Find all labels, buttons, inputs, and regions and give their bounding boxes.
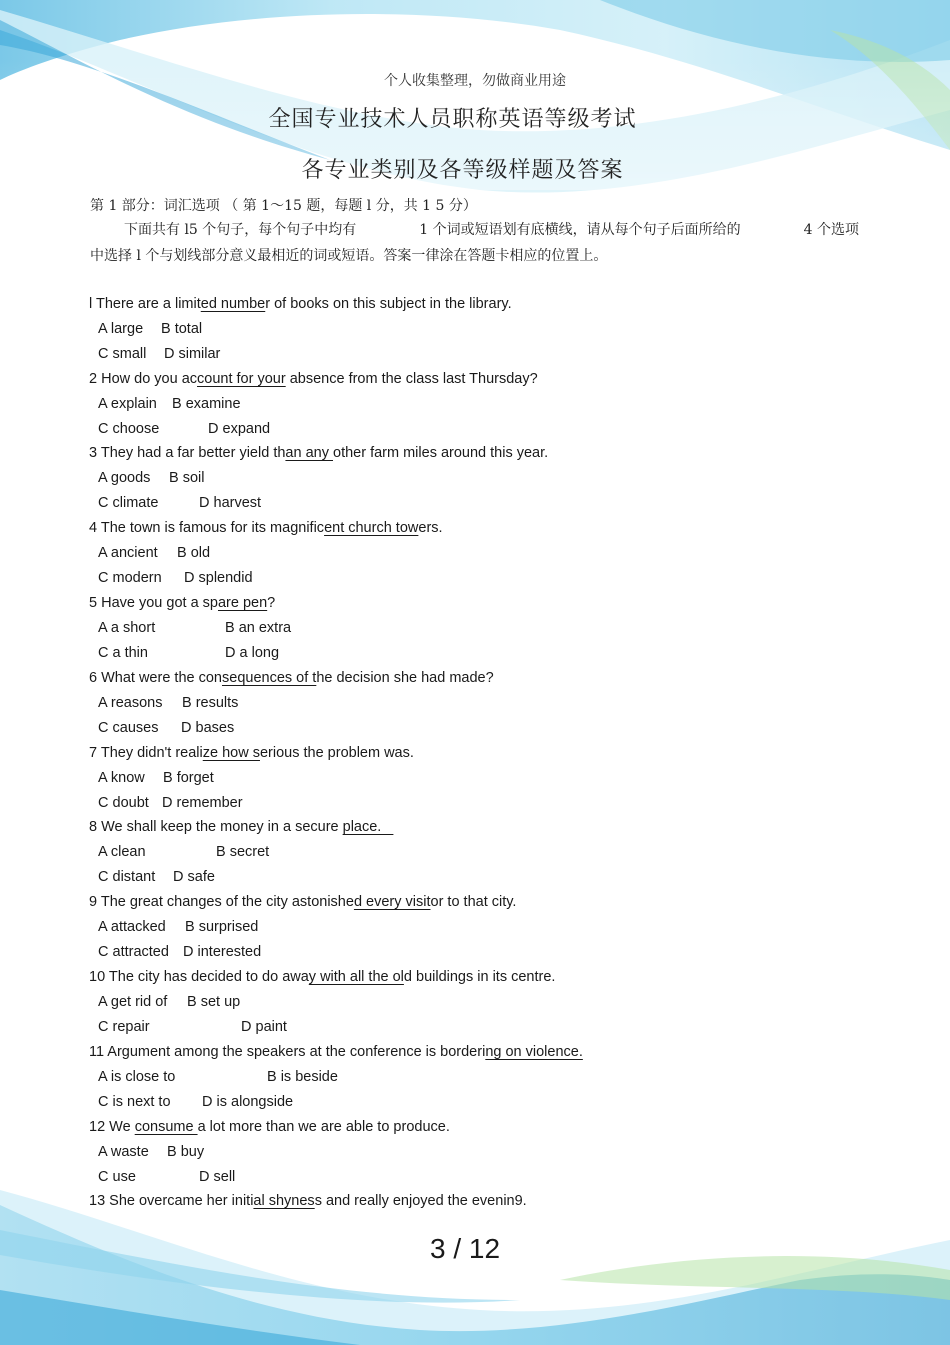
document-title: 全国专业技术人员职称英语等级考试 [268,107,637,132]
question-text-end: a lot more than we are able to produce. [197,1119,450,1135]
option-c[interactable]: C small [98,346,147,362]
underlined-phrase: ze how s [202,745,260,761]
option-row-cd [98,1019,287,1035]
instruction-part-a: 下面共有 l5 个句子，每个句子中均有 [124,222,357,238]
option-row-ab [98,919,258,935]
option-a[interactable]: A waste [98,1144,149,1160]
option-c[interactable]: C a thin [98,645,148,661]
option-row-ab [98,321,202,337]
option-b[interactable]: B surprised [185,919,259,935]
option-c[interactable]: C distant [98,869,156,885]
option-d[interactable]: D expand [208,421,271,437]
option-row-ab [98,470,204,486]
instruction-part-c: 4 个选项 [803,222,859,238]
question-text: 3 They had a far better yield th [89,445,286,461]
option-a[interactable]: A explain [98,396,157,412]
option-d[interactable]: D is alongside [202,1094,294,1110]
question-text: 10 The city has decided to do awa [89,969,309,985]
option-row-ab [98,695,238,711]
option-b[interactable]: B is beside [267,1069,338,1085]
underlined-phrase: are pen [217,595,268,611]
question-text: l There are a limit [89,296,201,312]
option-row-ab [98,994,240,1010]
question-text-end: s and really enjoyed the evenin9. [314,1193,527,1209]
option-d[interactable]: D splendid [184,570,253,586]
section-instruction-line2: 中选择 l 个与划线部分意义最相近的词或短语。答案一律涂在答题卡相应的位置上。 [90,248,608,264]
option-b[interactable]: B soil [169,470,205,486]
option-row-cd [98,421,270,437]
option-row-ab [98,844,269,860]
option-b[interactable]: B total [161,321,203,337]
question-text: 12 We [89,1119,135,1135]
question-text: 13 She overcame her initi [89,1193,254,1209]
option-row-ab [98,396,241,412]
question-text: 11 Argument among the speakers at the conference is borderi [89,1044,486,1060]
question-10 [89,969,555,985]
question-text: 2 How do you ac [89,371,198,387]
option-c[interactable]: C is next to [98,1094,171,1110]
question-text-end: ers. [418,520,443,536]
question-7 [89,745,414,761]
underlined-phrase: consume [134,1119,198,1135]
question-2 [89,371,538,387]
question-12 [89,1119,450,1135]
option-row-cd [98,795,243,811]
page-number: 3 / 12 [429,1233,501,1264]
question-text-end: erious the problem was. [259,745,414,761]
question-5 [89,595,275,611]
question-text-end: d buildings in its centre. [403,969,556,985]
option-row-cd [98,495,261,511]
section-instruction-line1 [124,219,859,239]
option-b[interactable]: B examine [172,396,241,412]
question-4 [89,520,443,536]
option-c[interactable]: C choose [98,421,160,437]
option-c[interactable]: C modern [98,570,162,586]
question-text: 9 The great changes of the city astonishe [89,894,354,910]
option-c[interactable]: C causes [98,720,159,736]
option-d[interactable]: D harvest [199,495,262,511]
question-text: 6 What were the con [89,670,222,686]
underlined-phrase: sequences of t [222,670,317,686]
option-a[interactable]: A is close to [98,1069,176,1085]
underlined-phrase: place. [342,819,394,835]
underlined-phrase: an any [285,445,333,461]
question-9 [89,894,516,910]
question-6 [89,670,494,686]
option-d[interactable]: D a long [225,645,280,661]
option-a[interactable]: A ancient [98,545,158,561]
option-row-ab [98,545,210,561]
option-c[interactable]: C attracted [98,944,169,960]
underlined-phrase: count for your [197,371,286,387]
instruction-part-b: 1 个词或短语划有底横线，请从每个句子后面所给的 [419,222,741,238]
question-13 [89,1193,527,1209]
question-text: 5 Have you got a sp [89,595,218,611]
question-text-end: ? [267,595,276,611]
option-d[interactable]: D similar [164,346,221,362]
option-a[interactable]: A reasons [98,695,163,711]
option-b[interactable]: B results [182,695,239,711]
option-d[interactable]: D paint [241,1019,287,1035]
option-d[interactable]: D interested [183,944,262,960]
option-row-ab [98,1069,338,1085]
document-subtitle: 各专业类别及各等级样题及答案 [301,158,624,183]
option-c[interactable]: C doubt [98,795,149,811]
question-text-end: absence from the class last Thursday? [285,371,538,387]
question-text: 4 The town is famous for its magnific [89,520,325,536]
option-b[interactable]: B old [177,545,211,561]
question-11 [89,1044,583,1060]
option-a[interactable]: A a short [98,620,156,636]
underlined-phrase: d every visit [353,894,431,910]
underlined-phrase: ed numbe [200,296,266,312]
option-row-ab [98,770,214,786]
question-1 [89,296,512,312]
option-c[interactable]: C repair [98,1019,150,1035]
option-row-cd [98,869,215,885]
question-text-end: or to that city. [430,894,517,910]
option-row-cd [98,645,279,661]
underlined-phrase: y with all the ol [308,969,404,985]
question-8 [89,819,393,835]
option-c[interactable]: C use [98,1169,136,1185]
option-d[interactable]: D safe [173,869,215,885]
option-row-cd [98,944,261,960]
question-text: 7 They didn't reali [89,745,203,761]
option-row-ab [98,620,291,636]
watermark-text: 个人收集整理，勿做商业用途 [384,73,566,89]
option-b[interactable]: B secret [216,844,270,860]
option-d[interactable]: D remember [162,795,243,811]
option-b[interactable]: B an extra [225,620,292,636]
option-a[interactable]: A get rid of [98,994,168,1010]
option-d[interactable]: D bases [181,720,235,736]
question-text-end: he decision she had made? [316,670,494,686]
option-a[interactable]: A goods [98,470,151,486]
option-c[interactable]: C climate [98,495,159,511]
option-row-cd [98,570,253,586]
question-text-end: r of books on this subject in the library. [265,296,512,312]
option-row-cd [98,1169,235,1185]
question-text: 8 We shall keep the money in a secure [89,819,343,835]
option-b[interactable]: B buy [167,1144,205,1160]
option-a[interactable]: A know [98,770,145,786]
option-a[interactable]: A clean [98,844,146,860]
option-row-cd [98,1094,293,1110]
section-heading: 第 1 部分：词汇选项 （ 第 1～15 题，每题 l 分，共 1 5 分） [90,198,477,214]
option-row-cd [98,720,234,736]
underlined-phrase: ent church tow [324,520,419,536]
underlined-phrase: al shynes [253,1193,315,1209]
option-row-ab [98,1144,204,1160]
option-d[interactable]: D sell [199,1169,236,1185]
question-3 [89,445,548,461]
option-b[interactable]: B forget [163,770,214,786]
question-text-end: other farm miles around this year. [333,445,549,461]
underlined-phrase: ng on violence. [485,1044,583,1060]
option-a[interactable]: A large [98,321,144,337]
option-row-cd [98,346,220,362]
option-a[interactable]: A attacked [98,919,166,935]
option-b[interactable]: B set up [187,994,241,1010]
